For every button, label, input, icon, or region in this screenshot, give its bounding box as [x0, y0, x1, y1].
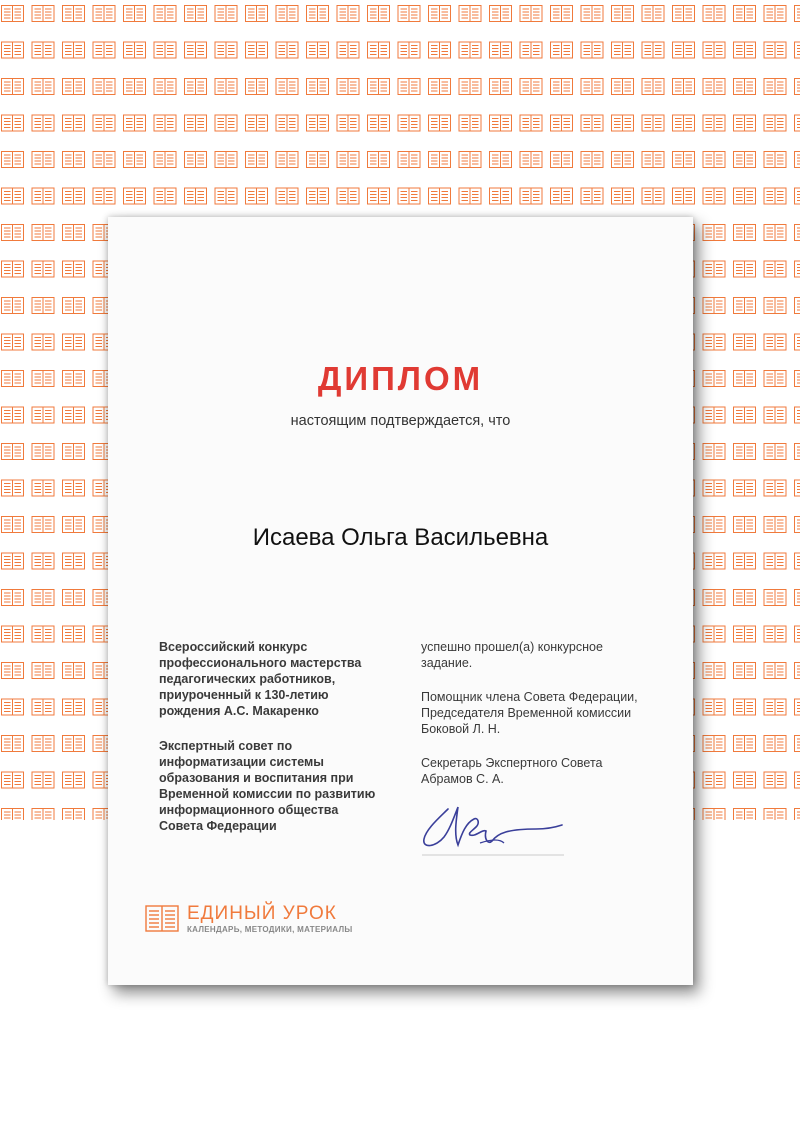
diploma-title: ДИПЛОМ — [317, 360, 484, 397]
edinyi-urok-logo — [145, 903, 405, 937]
left-column — [159, 639, 399, 853]
result-text: успешно прошел(а) конкурсное задание. — [421, 640, 603, 670]
signature — [418, 799, 568, 859]
logo-name: ЕДИНЫЙ УРОК — [187, 903, 337, 924]
assistant-text: Помощник члена Совета Федерации, Председателя Временной комиссии Боковой Л. Н. — [421, 690, 638, 736]
secretary-text: Секретарь Экспертного Совета Абрамов С. А. — [421, 756, 603, 786]
diploma-subtitle: настоящим подтверждается, что — [290, 413, 511, 429]
contest-name: Всероссийский конкурс профессионального мастерства педагогических работников, приуроченный к 130-летию рождения А.С. Макаренко — [159, 640, 362, 718]
council-name: Экспертный совет по информатизации системы образования и воспитания при Временной комиссии по развитию информационного общества Совета Федерации — [159, 739, 376, 833]
open-book-icon — [145, 905, 179, 933]
logo-tagline: КАЛЕНДАРЬ, МЕТОДИКИ, МАТЕРИАЛЫ — [187, 925, 353, 934]
diploma-sheet — [108, 217, 693, 985]
right-column — [421, 639, 661, 805]
recipient-name: Исаева Ольга Васильевна — [252, 524, 549, 551]
